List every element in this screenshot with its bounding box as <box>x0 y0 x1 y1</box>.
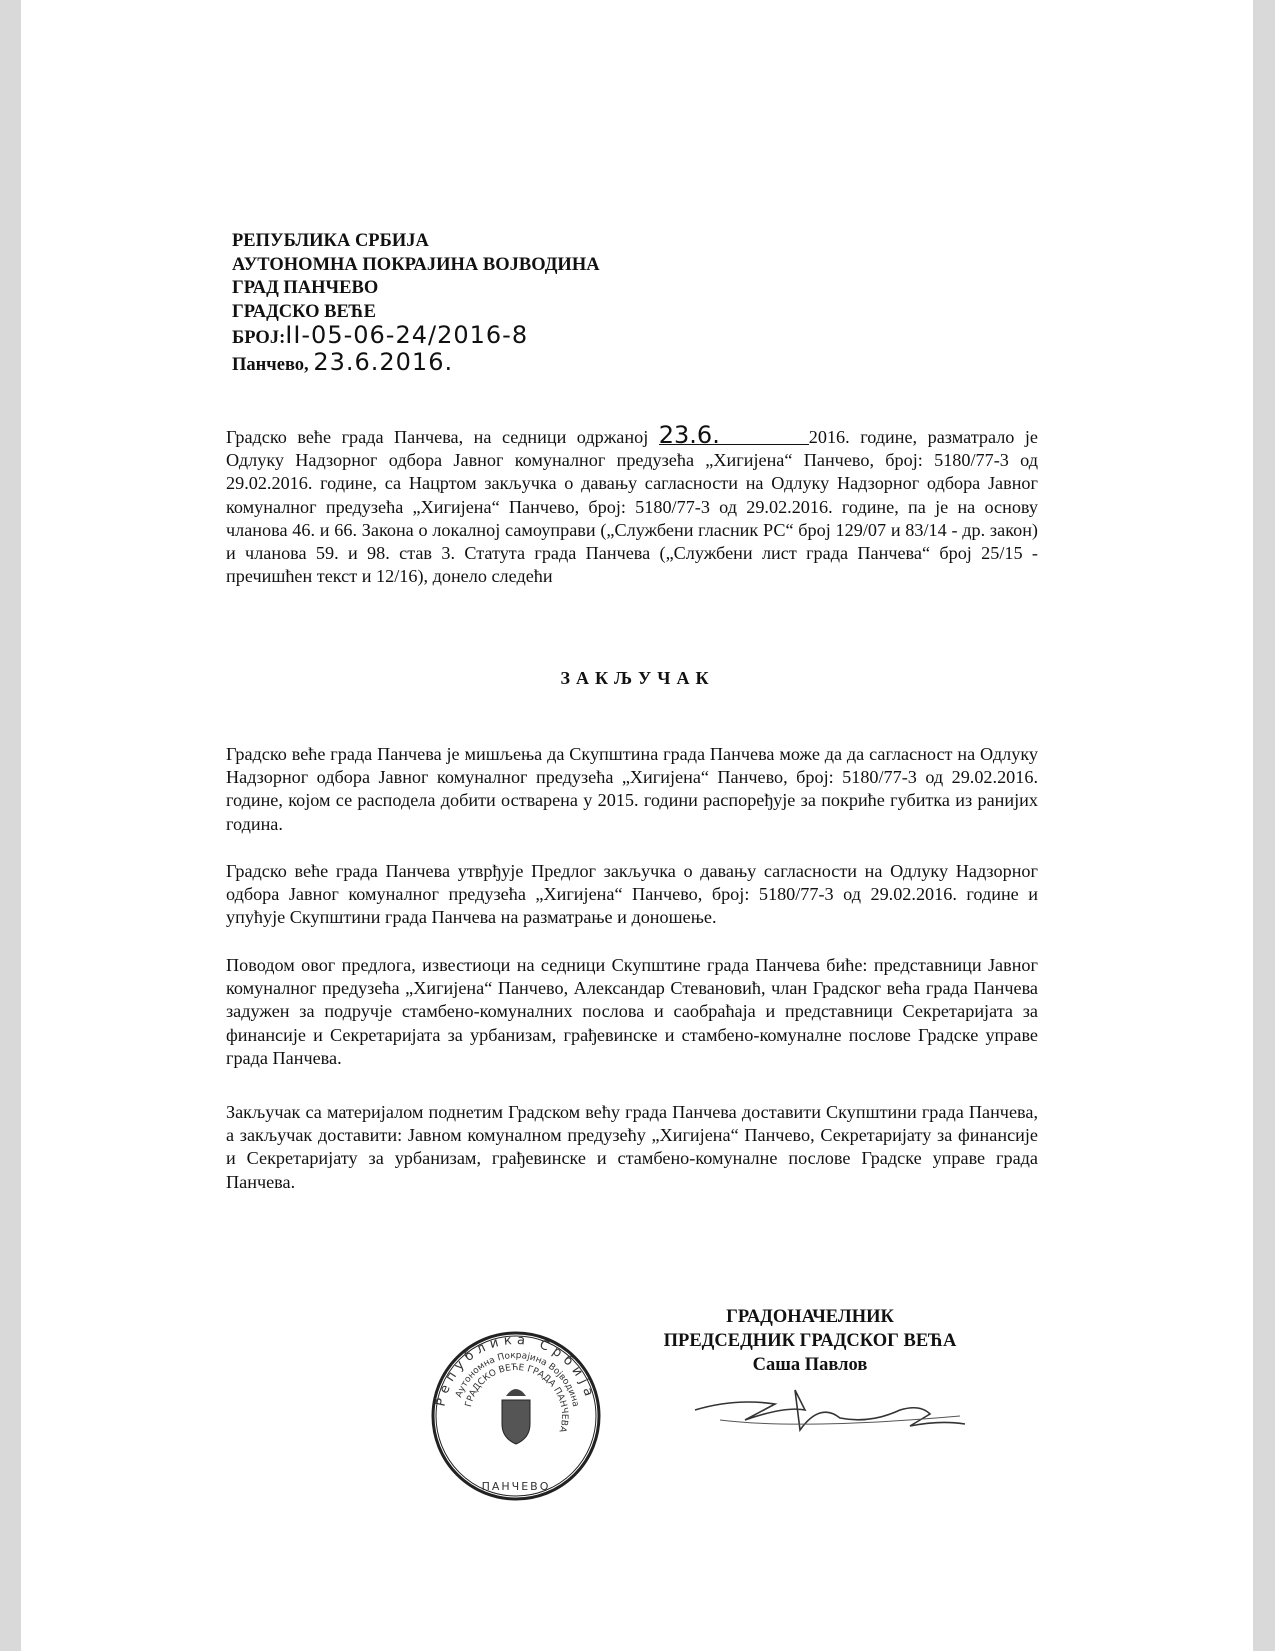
header-line: РЕПУБЛИКА СРБИЈА <box>232 231 429 251</box>
header-line: ГРАД ПАНЧЕВО <box>232 278 379 299</box>
seal-inner-text: ГРАДСКО ВЕЋЕ ГРАДА ПАНЧЕВА <box>463 1362 570 1434</box>
header-line: АУТОНОМНА ПОКРАЈИНА ВОЈВОДИНА <box>232 254 600 275</box>
session-date-handwritten: 23.6. <box>659 426 809 445</box>
paragraph: Градско веће града Панчева је мишљења да Скупштина града Панчева може да да сагласност на Одлуку Надзорног одбора Јавног комуналног предузећа „Хигијена“ Панчево, број: 5180/77-3 од 29.02.2016. године, којом се расподела добити остварена у 2015. години распоређује за покриће губитка из ранијих година. <box>226 744 1038 834</box>
signatory-title: ГРАДОНАЧЕЛНИК <box>726 1307 894 1327</box>
paragraph: Закључак са материјалом поднетим Градском већу града Панчева доставити Скупштини града Панчева, а закључак доставити: Јавном комуналном предузећу „Хигијена“ Панчево, Секретаријату за финансије и Секретаријату за урбанизам, грађевинске и стамбено-комуналне послове Градске управе града Панчева. <box>226 1102 1038 1192</box>
scan-edge-right <box>1253 0 1275 1651</box>
handwritten-signature <box>690 1380 990 1440</box>
seal-middle-text: Аутономна Покрајина Војводина <box>454 1350 581 1408</box>
header-line: ГРАДСКО ВЕЋЕ <box>232 301 376 322</box>
intro-paragraph <box>226 421 1038 588</box>
official-seal <box>430 1330 602 1502</box>
coat-of-arms-icon <box>502 1389 530 1444</box>
signatory-name: Саша Павлов <box>752 1355 868 1375</box>
document-header <box>232 230 600 378</box>
signatory-title: ПРЕДСЕДНИК ГРАДСКОГ ВЕЋА <box>663 1331 957 1351</box>
signature-block <box>620 1305 1000 1377</box>
number-label: БРОЈ: <box>232 328 286 349</box>
paragraph: Градско веће града Панчева утврђује Предлог закључка о давању сагласности на Одлуку Надзорног одбора Јавног комуналног предузећа „Хигијена“ Панчево, број: 5180/77-3 од 29.02.2016. године и упућује Скупштини града Панчева на разматрање и доношење. <box>226 861 1038 928</box>
place-label: Панчево, <box>232 354 309 375</box>
number-handwritten: II-05-06-24/2016-8 <box>285 321 529 350</box>
seal-outer-text: Република Србија <box>433 1332 598 1408</box>
document-title: ЗАКЉУЧАК <box>560 668 715 688</box>
date-handwritten: 23.6.2016. <box>313 347 454 376</box>
document-number <box>232 321 600 351</box>
document-date <box>232 347 600 378</box>
seal-city: ПАНЧЕВО <box>481 1480 551 1493</box>
intro-text-rest: 2016. године, разматрало је Одлуку Надзорног одбора Јавног комуналног предузећа „Хигијена“ Панчево, број: 5180/77-3 од 29.02.2016. године, са Нацртом закључка о давању сагласности на Одлуку Надзорног одбора Јавног комуналног предузећа „Хигијена“ Панчево, број: 5180/77-3 од 29.02.2016. године, па је на основу чланова 46. и 66. Закона о локалној самоуправи („Службени гласник РС“ број 129/07 и 83/14 - др. закон) и чланова 59. и 98. став 3. Статута града Панчева („Службени лист града Панчева“ број 25/15 - пречишћен текст и 12/16), донело следећи <box>226 427 1038 587</box>
paragraph: Поводом овог предлога, известиоци на седници Скупштине града Панчева биће: представници Јавног комуналног предузећа „Хигијена“ Панчево, Александар Стевановић, члан Градског већа града Панчева задужен за подручје стамбено-комуналних послова и саобраћаја и представници Секретаријата за финансије и Секретаријата за урбанизам, грађевинске и стамбено-комуналне послове Градске управе града Панчева. <box>226 955 1038 1068</box>
scan-edge-left <box>0 0 21 1651</box>
intro-text: Градско веће града Панчева, на седници одржаној <box>226 427 649 447</box>
